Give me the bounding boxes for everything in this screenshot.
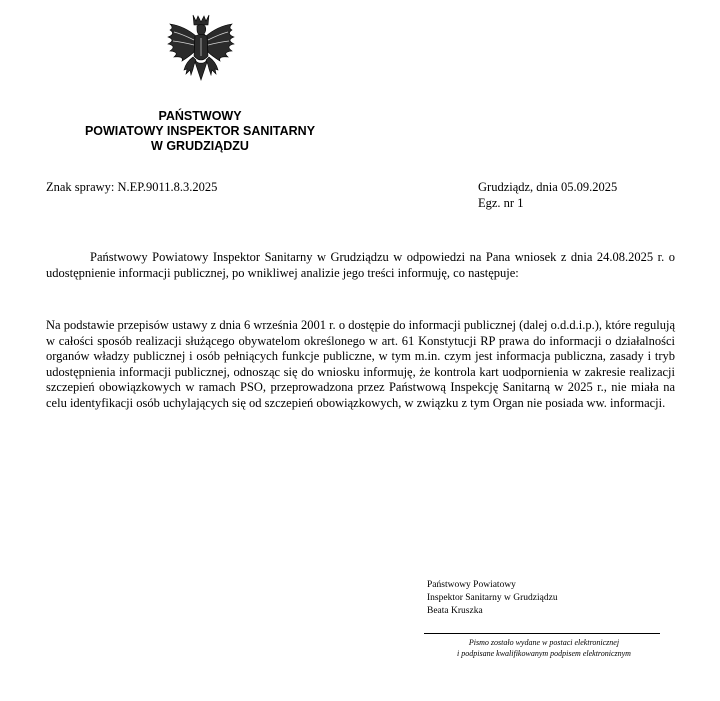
issuer-line-1: PAŃSTWOWY (158, 109, 242, 123)
electronic-signature-note (424, 637, 664, 659)
issuer-line-3: W GRUDZIĄDZU (151, 139, 249, 153)
signature-block (427, 579, 558, 618)
polish-eagle-emblem-icon (160, 12, 242, 92)
copy-number: Egz. nr 1 (478, 196, 524, 210)
place-date: Grudziądz, dnia 05.09.2025 (478, 180, 618, 194)
body-paragraph-2: Na podstawie przepisów ustawy z dnia 6 września 2001 r. o dostępie do informacji publicznej (dalej o.d.d.i.p.), które regulują w całości sposób realizacji służącego obywatelom określonego w art. 61 Konstytucji RP prawa do informacji o działalności organów władzy publicznej i osób pełniących funkcje publiczne, w tym m.in. czym jest informacja publiczna, zasady i tryb udostępnienia informacji publicznej, odnosząc się do wniosku informuję, że kontrola kart uodpornienia w zakresie realizacji szczepień obowiązkowych w ramach PSO, przeprowadzona przez Państwową Inspekcję Sanitarną w 2025 r., nie miała na celu identyfikacji osób uchylających się od szczepień obowiązkowych, w związku z tym Organ nie posiada ww. informacji. (46, 318, 675, 410)
electronic-note-line-1: Pismo zostało wydane w postaci elektronicznej (468, 638, 620, 647)
case-number: Znak sprawy: N.EP.9011.8.3.2025 (46, 180, 218, 194)
signature-line-2: Inspektor Sanitarny w Grudziądzu (427, 593, 558, 603)
issuer-heading (40, 109, 360, 154)
signature-line-1: Państwowy Powiatowy (427, 580, 516, 590)
signature-divider (424, 633, 660, 634)
body-paragraph-1: Państwowy Powiatowy Inspektor Sanitarny w Grudziądzu w odpowiedzi na Pana wniosek z dnia 24.08.2025 r. o udostępnienie informacji publicznej, po wnikliwej analizie jego treści informuję, co następuje: (46, 250, 675, 280)
signature-name: Beata Kruszka (427, 606, 483, 616)
issuer-line-2: POWIATOWY INSPEKTOR SANITARNY (84, 124, 316, 138)
electronic-note-line-2: i podpisane kwalifikowanym podpisem elektronicznym (457, 649, 631, 658)
